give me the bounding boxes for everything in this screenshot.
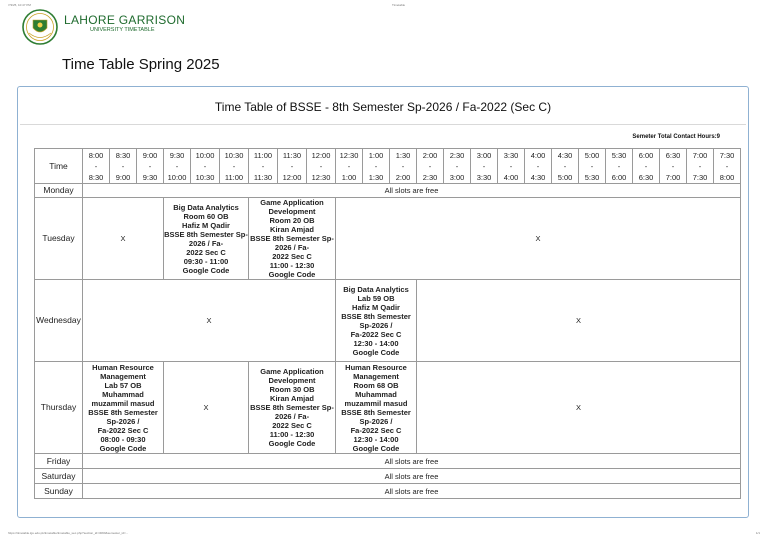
- browser-tab-title: Timetable: [392, 3, 406, 7]
- time-slot: 10:00 - 10:30: [191, 149, 220, 184]
- time-slot: 4:00 - 4:30: [525, 149, 552, 184]
- day-label: Sunday: [35, 484, 83, 499]
- day-row-friday: [35, 454, 741, 469]
- brand: [64, 14, 185, 34]
- class-block[interactable]: Game Application Development Room 20 OB Kiran Amjad BSSE 8th Semester Sp-2026 / Fa- 2022 Sec C 11:00 - 12:30 Google Code: [250, 198, 334, 279]
- free-slots: All slots are free: [83, 454, 741, 469]
- time-slot: 9:00 - 9:30: [137, 149, 164, 184]
- class-block[interactable]: Game Application Development Room 30 OB Kiran Amjad BSSE 8th Semester Sp-2026 / Fa- 2022 Sec C 11:00 - 12:30 Google Code: [249, 362, 336, 454]
- free-slots: All slots are free: [83, 184, 741, 198]
- contact-hours: Semeter Total Contact Hours:9: [632, 134, 720, 140]
- time-header: Time: [35, 149, 83, 184]
- day-label: Friday: [35, 454, 83, 469]
- time-slot: 8:30 - 9:00: [110, 149, 137, 184]
- day-row-wednesday: [35, 280, 741, 362]
- day-row-saturday: [35, 469, 741, 484]
- free-slots: All slots are free: [83, 484, 741, 499]
- empty-slot: X: [83, 198, 164, 280]
- footer-url: https://timetable.lgu.edu.pk/timetable/timetable_sec.php?section_id=3069&semester_id=...: [8, 531, 129, 535]
- day-row-thursday: [35, 362, 741, 454]
- class-block[interactable]: Human Resource Management Lab 57 OB Muhammad muzammil masud BSSE 8th Semester Sp-2026 / Fa-2022 Sec C 08:00 - 09:30 Google Code: [83, 362, 164, 454]
- time-slot: 11:30 - 12:00: [278, 149, 307, 184]
- day-label: Wednesday: [35, 280, 83, 362]
- table-title: Time Table of BSSE - 8th Semester Sp-2026 / Fa-2022 (Sec C): [214, 100, 552, 114]
- class-block[interactable]: Big Data Analytics Lab 59 OB Hafiz M Qadir BSSE 8th Semester Sp-2026 / Fa-2022 Sec C 12:30 - 14:00 Google Code: [336, 280, 417, 362]
- empty-slot: X: [417, 362, 741, 454]
- time-slot: 5:00 - 5:30: [579, 149, 606, 184]
- time-slot: 7:30 - 8:00: [714, 149, 741, 184]
- empty-slot: X: [417, 280, 741, 362]
- time-slot: 2:30 - 3:00: [444, 149, 471, 184]
- divider: [20, 124, 746, 125]
- page-title: Time Table Spring 2025: [62, 56, 220, 73]
- time-slot: 10:30 - 11:00: [220, 149, 249, 184]
- time-slot: 1:30 - 2:00: [390, 149, 417, 184]
- footer-page: 1/1: [755, 531, 760, 535]
- brand-name: LAHORE GARRISON: [64, 13, 186, 27]
- day-row-monday: [35, 184, 741, 198]
- day-label: Monday: [35, 184, 83, 198]
- class-block[interactable]: Big Data Analytics Room 60 OB Hafiz M Qadir BSSE 8th Semester Sp-2026 / Fa- 2022 Sec C 09:30 - 11:00 Google Code: [164, 198, 249, 280]
- day-label: Thursday: [35, 362, 83, 454]
- time-slot: 5:30 - 6:00: [606, 149, 633, 184]
- brand-subtitle: UNIVERSITY TIMETABLE: [90, 27, 155, 33]
- free-slots: All slots are free: [83, 469, 741, 484]
- day-row-tuesday: [35, 198, 741, 280]
- time-header-row: [35, 149, 741, 184]
- time-slot: 6:30 - 7:00: [660, 149, 687, 184]
- timetable: [34, 148, 741, 499]
- time-slot: 12:30 - 1:00: [336, 149, 363, 184]
- time-slot: 7:00 - 7:30: [687, 149, 714, 184]
- day-row-sunday: [35, 484, 741, 499]
- time-slot: 4:30 - 5:00: [552, 149, 579, 184]
- class-block[interactable]: Human Resource Management Room 68 OB Muhammad muzammil masud BSSE 8th Semester Sp-2026 / Fa-2022 Sec C 12:30 - 14:00 Google Code: [336, 362, 417, 454]
- time-slot: 9:30 - 10:00: [164, 149, 191, 184]
- browser-date: 7/3/25, 10:47 PM: [8, 3, 31, 7]
- time-slot: 3:00 - 3:30: [471, 149, 498, 184]
- time-slot: 12:00 - 12:30: [307, 149, 336, 184]
- day-label: Tuesday: [35, 198, 83, 280]
- time-slot: 11:00 - 11:30: [249, 149, 278, 184]
- empty-slot: X: [83, 280, 336, 362]
- empty-slot: X: [336, 198, 741, 280]
- time-slot: 1:00 - 1:30: [363, 149, 390, 184]
- time-slot: 6:00 - 6:30: [633, 149, 660, 184]
- time-slot: 3:30 - 4:00: [498, 149, 525, 184]
- empty-slot: X: [164, 362, 249, 454]
- university-logo-icon: [21, 9, 59, 45]
- time-slot: 8:00 - 8:30: [83, 149, 110, 184]
- day-label: Saturday: [35, 469, 83, 484]
- time-slot: 2:00 - 2:30: [417, 149, 444, 184]
